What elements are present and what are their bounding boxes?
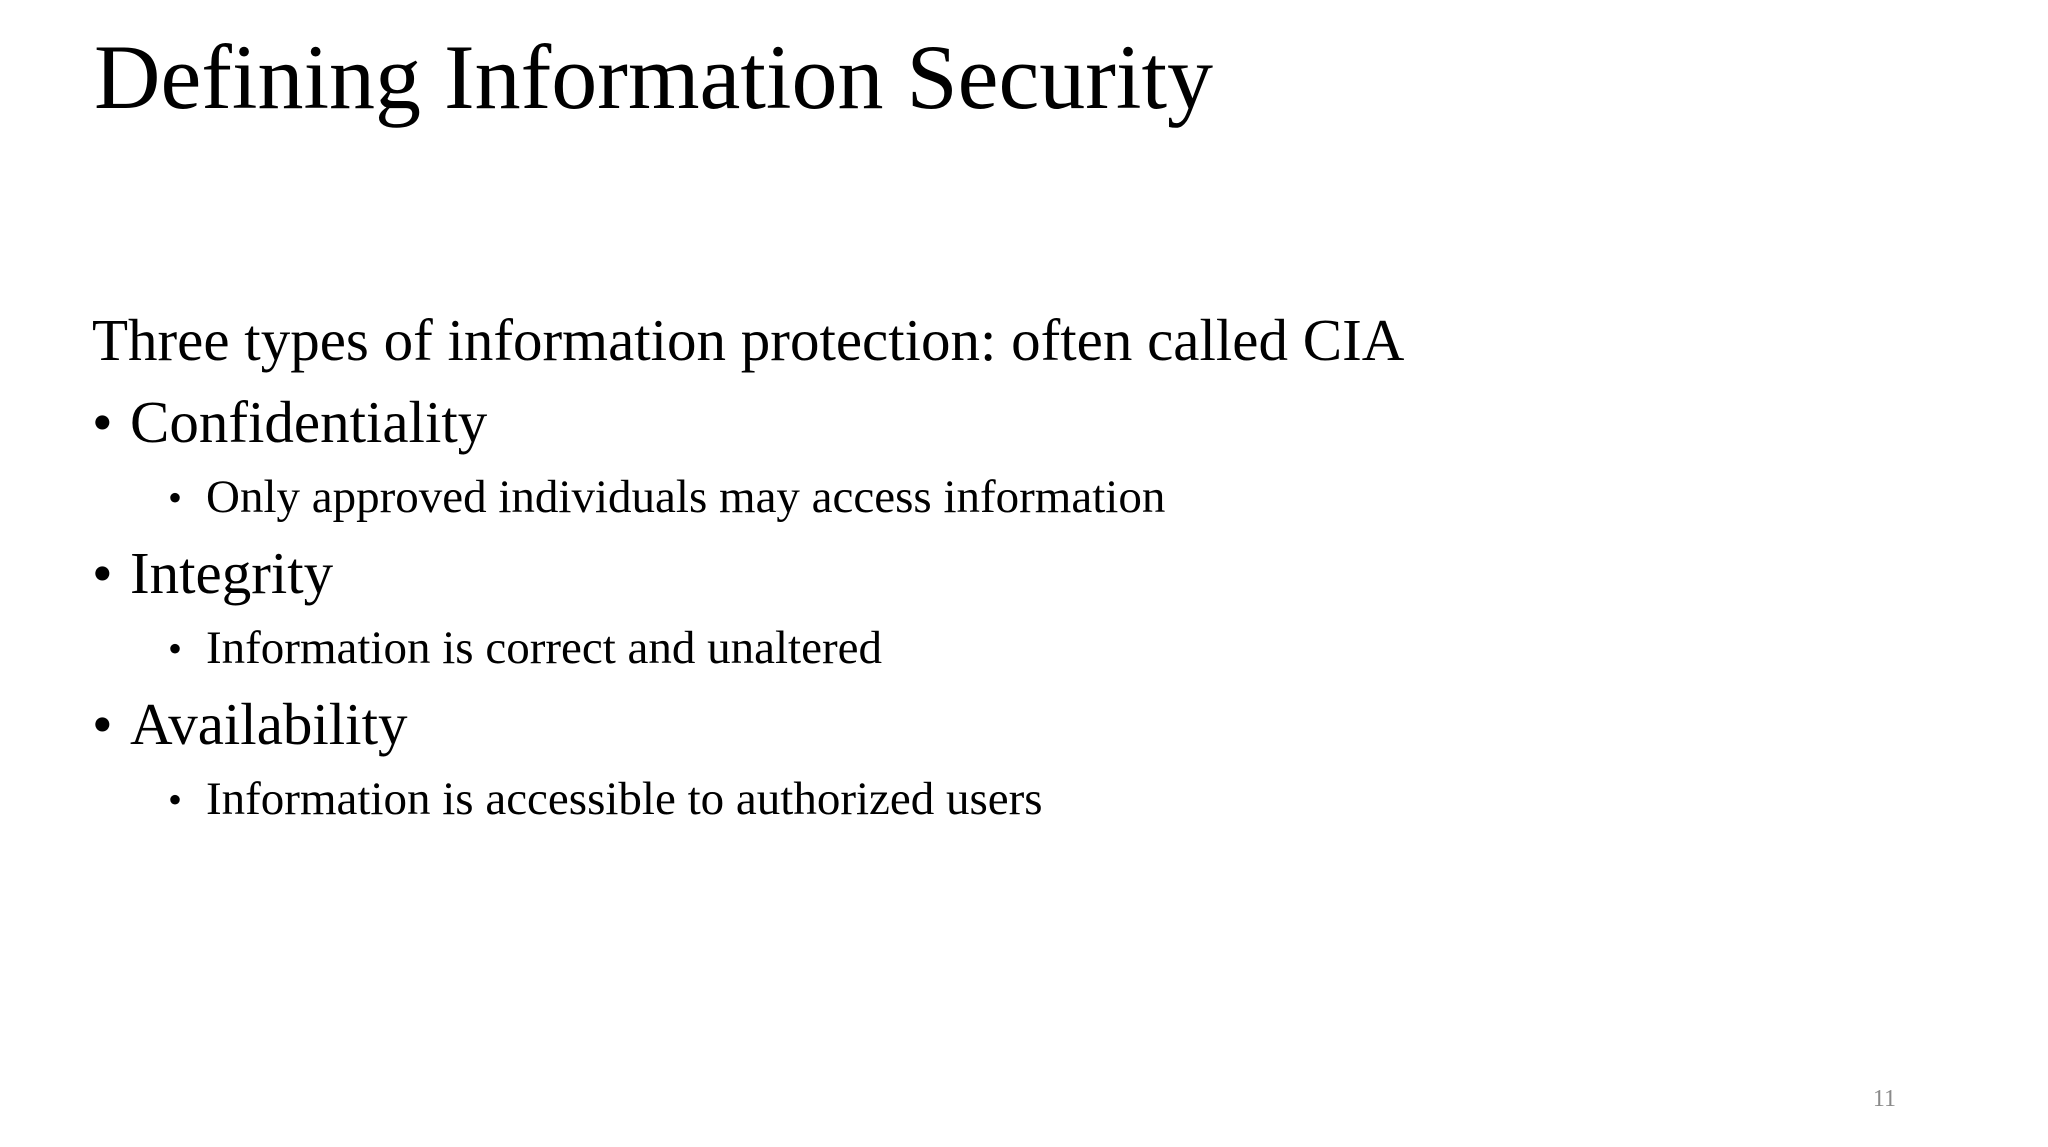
bullet-icon: • bbox=[92, 540, 113, 606]
intro-text: Three types of information protection: often called CIA bbox=[92, 307, 1405, 373]
slide-title: Defining Information Security bbox=[94, 26, 1214, 128]
bullet-icon: • bbox=[92, 691, 113, 757]
list-item-availability bbox=[92, 686, 1952, 837]
cia-list bbox=[92, 384, 1952, 837]
sub-bullet-icon: • bbox=[168, 475, 183, 520]
item-label: Integrity bbox=[130, 540, 334, 606]
item-heading bbox=[92, 686, 1952, 762]
item-heading bbox=[92, 384, 1952, 460]
item-detail-text: Only approved individuals may access information bbox=[206, 471, 1166, 523]
item-detail bbox=[92, 762, 1952, 837]
item-detail bbox=[92, 460, 1952, 535]
item-heading bbox=[92, 535, 1952, 611]
list-item-confidentiality bbox=[92, 384, 1952, 535]
item-detail-text: Information is accessible to authorized users bbox=[206, 773, 1043, 825]
slide-body bbox=[92, 300, 1952, 837]
item-detail bbox=[92, 611, 1952, 686]
item-label: Confidentiality bbox=[130, 389, 488, 455]
list-item-integrity bbox=[92, 535, 1952, 686]
item-detail-text: Information is correct and unaltered bbox=[206, 622, 882, 674]
sub-bullet-icon: • bbox=[168, 626, 183, 671]
item-label: Availability bbox=[130, 691, 408, 757]
page-number: 11 bbox=[1872, 1086, 1896, 1112]
sub-bullet-icon: • bbox=[168, 777, 183, 822]
bullet-icon: • bbox=[92, 389, 113, 455]
